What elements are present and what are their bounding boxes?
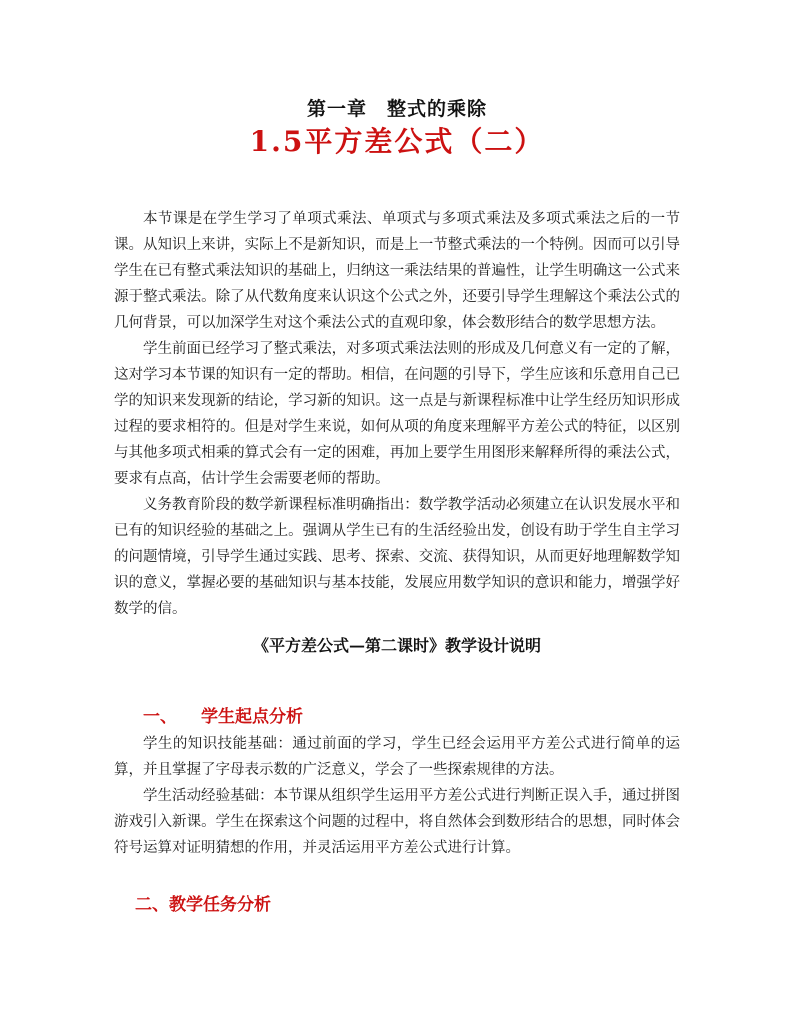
chapter-title: 第一章 整式的乘除 <box>306 98 487 120</box>
section-1-text <box>114 731 680 861</box>
intro-text <box>114 206 680 622</box>
section-1-paragraph-1: 学生的知识技能基础：通过前面的学习，学生已经会运用平方差公式进行简单的运算，并且掌握了字母表示数的广泛意义，学会了一些探索规律的方法。 <box>114 736 680 778</box>
intro-paragraph-3: 义务教育阶段的数学新课程标准明确指出：数学教学活动必须建立在认识发展水平和已有的知识经验的基础之上。强调从学生已有的生活经验出发，创设有助于学生自主学习的问题情境，引导学生通过实践、思考、探索、交流、获得知识，从而更好地理解数学知识的意义，掌握必要的基础知识与基本技能，发展应用数学知识的意识和能力，增强学好数学的信。 <box>114 497 680 617</box>
intro-paragraph-1: 本节课是在学生学习了单项式乘法、单项式与多项式乘法及多项式乘法之后的一节课。从知识上来讲，实际上不是新知识，而是上一节整式乘法的一个特例。因而可以引导学生在已有整式乘法知识的基础上，归纳这一乘法结果的普遍性，让学生明确这一公式来源于整式乘法。除了从代数角度来认识这个公式之外，还要引导学生理解这个乘法公式的几何背景，可以加深学生对这个乘法公式的直观印象，体会数形结合的数学思想方法。 <box>114 211 680 331</box>
section-2-heading: 二、教学任务分析 <box>135 895 271 915</box>
intro-paragraph-2: 学生前面已经学习了整式乘法，对多项式乘法法则的形成及几何意义有一定的了解，这对学习本节课的知识有一定的帮助。相信，在问题的引导下，学生应该和乐意用自己已学的知识来发现新的结论，学习新的知识。这一点是与新课程标准中让学生经历知识形成过程的要求相符的。但是对学生来说，如何从项的角度来理解平方差公式的特征，以区别与其他多项式相乘的算式会有一定的困难，再加上要学生用图形来解释所得的乘法公式，要求有点高，估计学生会需要老师的帮助。 <box>114 341 680 487</box>
section-1-title: 学生起点分析 <box>201 707 303 727</box>
section-1-number: 一、 <box>143 707 177 727</box>
design-title: 《平方差公式—第二课时》教学设计说明 <box>252 636 541 655</box>
section-1-heading <box>143 702 303 727</box>
section-1-paragraph-2: 学生活动经验基础：本节课从组织学生运用平方差公式进行判断正误入手，通过拼图游戏引入新课。学生在探索这个问题的过程中，将自然体会到数形结合的思想，同时体会符号运算对证明猜想的作用，并灵活运用平方差公式进行计算。 <box>114 788 680 856</box>
section-title: 1.5平方差公式（二） <box>249 125 545 158</box>
